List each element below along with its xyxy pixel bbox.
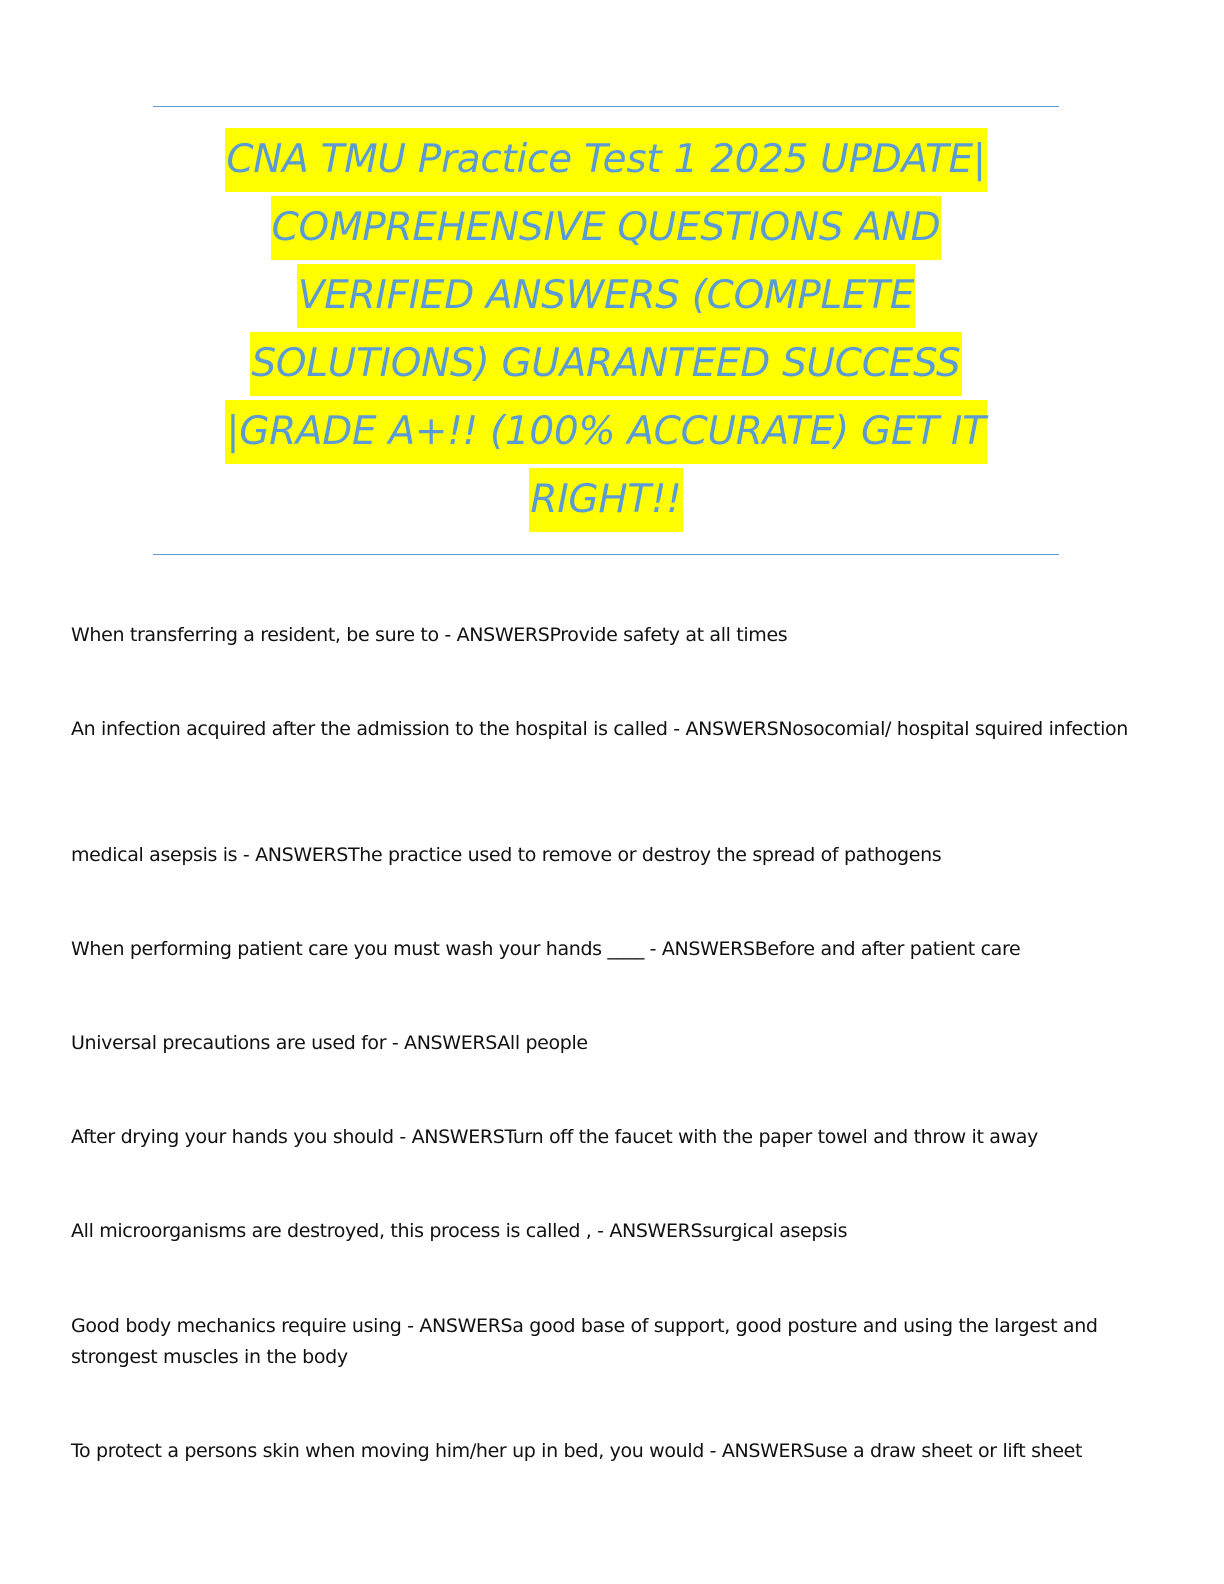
- qa-item: When transferring a resident, be sure to - ANSWERSProvide safety at all times: [71, 624, 788, 646]
- qa-item: All microorganisms are destroyed, this process is called , - ANSWERSsurgical asepsis: [71, 1220, 848, 1242]
- qa-item: After drying your hands you should - ANSWERSTurn off the faucet with the paper towel and throw it away: [71, 1126, 1038, 1148]
- title-bottom-rule: [153, 554, 1059, 555]
- document-title: [153, 128, 1059, 536]
- title-line: SOLUTIONS) GUARANTEED SUCCESS: [153, 332, 1059, 400]
- title-top-rule: [153, 106, 1059, 107]
- title-line: VERIFIED ANSWERS (COMPLETE: [153, 264, 1059, 332]
- title-line: COMPREHENSIVE QUESTIONS AND: [153, 196, 1059, 264]
- qa-item: Good body mechanics require using - ANSWERSa good base of support, good posture and using the largest and strongest muscles in the body: [71, 1315, 1098, 1368]
- qa-item: To protect a persons skin when moving him/her up in bed, you would - ANSWERSuse a draw sheet or lift sheet: [71, 1440, 1083, 1462]
- qa-item: Universal precautions are used for - ANSWERSAll people: [71, 1032, 588, 1054]
- title-line: RIGHT!!: [153, 468, 1059, 536]
- qa-item: An infection acquired after the admission to the hospital is called - ANSWERSNosocomial/ hospital squired infection: [71, 718, 1128, 740]
- qa-item: medical asepsis is - ANSWERSThe practice used to remove or destroy the spread of pathogens: [71, 844, 942, 866]
- qa-item: When performing patient care you must wash your hands ____ - ANSWERSBefore and after patient care: [71, 938, 1021, 960]
- title-line: |GRADE A+!! (100% ACCURATE) GET IT: [153, 400, 1059, 468]
- title-line: CNA TMU Practice Test 1 2025 UPDATE|: [153, 128, 1059, 196]
